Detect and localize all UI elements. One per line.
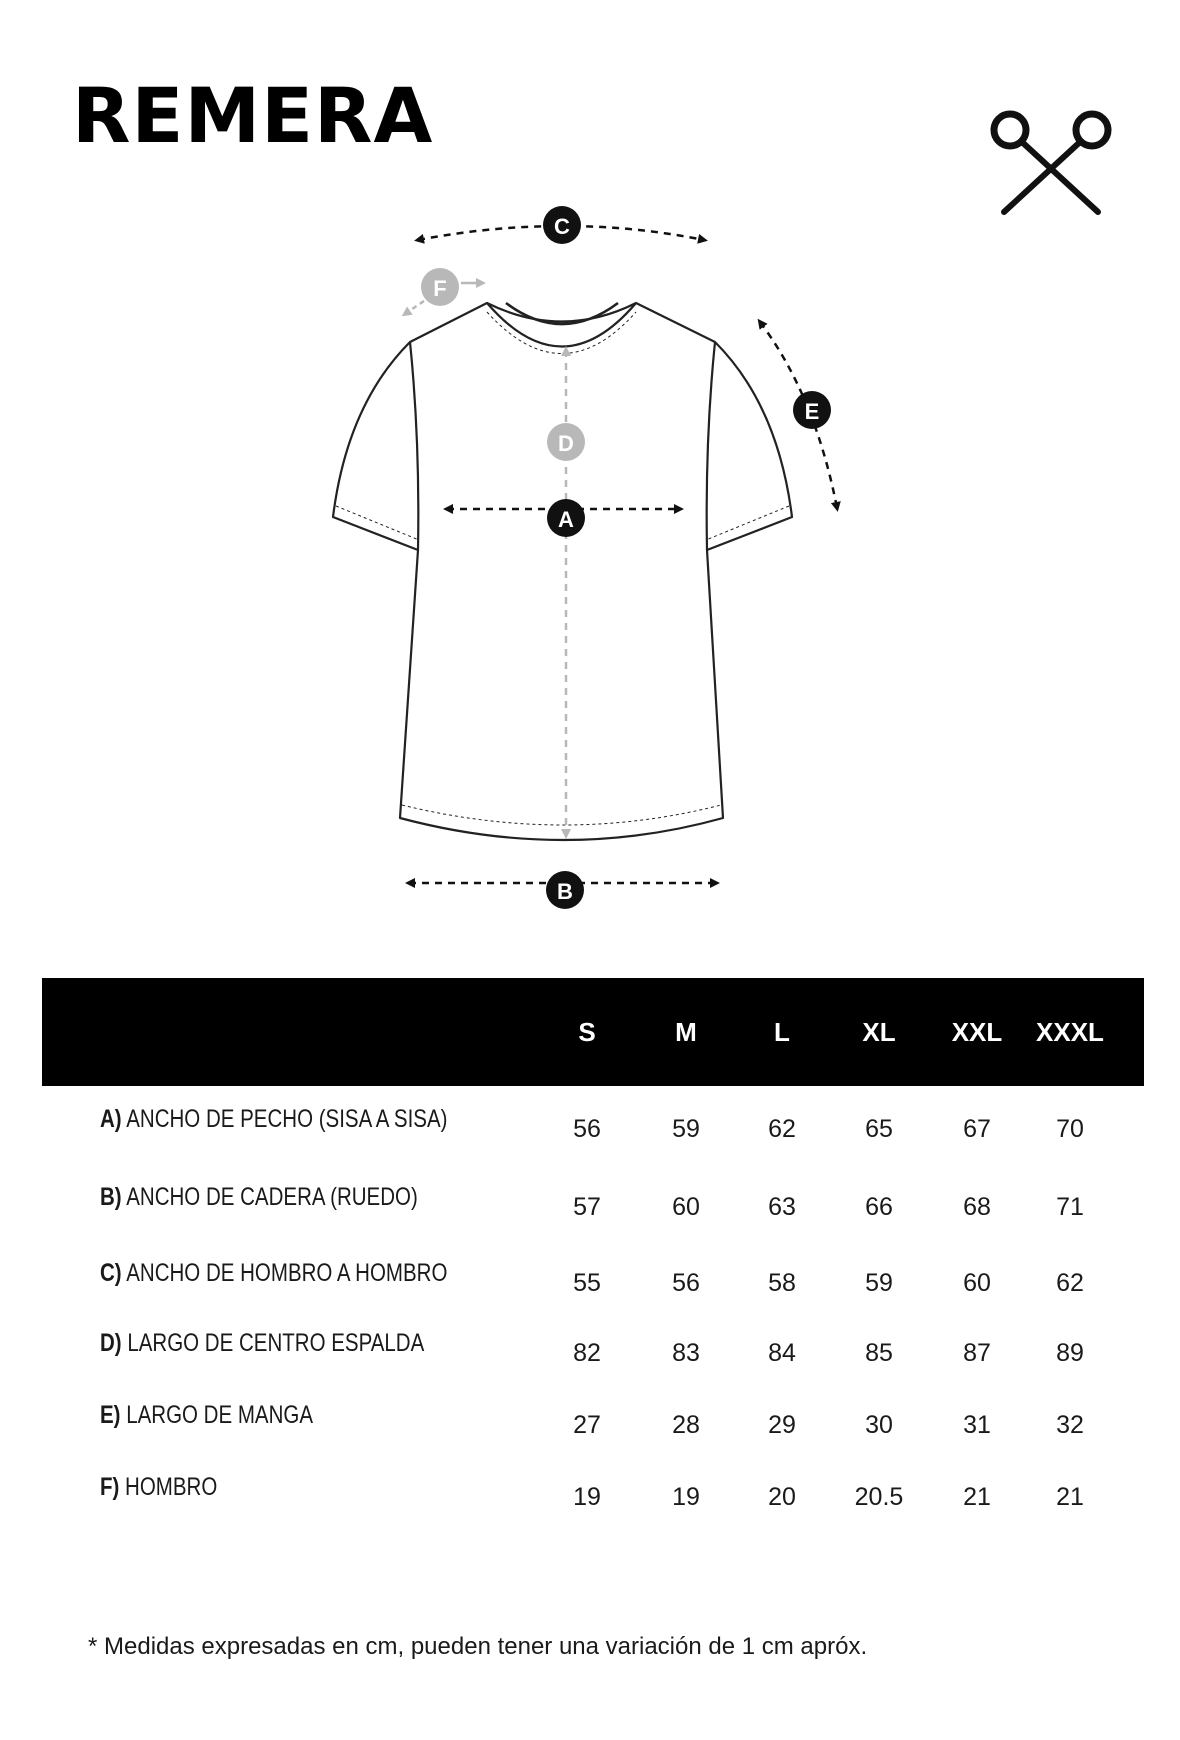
size-header-xxl: XXL <box>951 1017 1003 1047</box>
table-cell: 68 <box>963 1193 991 1221</box>
marker-d-label: D <box>558 431 574 456</box>
row-letter: F) <box>100 1473 120 1501</box>
row-label <box>100 1105 447 1134</box>
table-cell: 56 <box>672 1269 700 1297</box>
table-cell: 84 <box>768 1339 796 1367</box>
table-cell: 59 <box>865 1269 893 1297</box>
table-row <box>0 1401 1180 1451</box>
marker-c <box>543 206 581 244</box>
table-cell: 63 <box>768 1193 796 1221</box>
table-cell: 20 <box>768 1483 796 1511</box>
table-cell: 20.5 <box>854 1483 904 1511</box>
table-cell: 29 <box>768 1411 796 1439</box>
size-header-xxxl: XXXL <box>1036 1017 1104 1047</box>
table-cell: 60 <box>672 1193 700 1221</box>
marker-b-label: B <box>557 879 573 904</box>
marker-e <box>793 391 831 429</box>
table-cell: 70 <box>1056 1115 1084 1143</box>
row-label-text: ANCHO DE HOMBRO A HOMBRO <box>126 1259 448 1287</box>
table-cell: 71 <box>1056 1193 1084 1221</box>
table-cell: 62 <box>768 1115 796 1143</box>
table-cell: 85 <box>865 1339 893 1367</box>
table-cell: 62 <box>1056 1269 1084 1297</box>
marker-e-label: E <box>804 399 820 424</box>
table-cell: 56 <box>573 1115 601 1143</box>
table-row <box>0 1183 1180 1233</box>
row-label-text: LARGO DE CENTRO ESPALDA <box>127 1329 425 1357</box>
table-cell: 87 <box>963 1339 991 1367</box>
table-row <box>0 1105 1180 1155</box>
page-title: REMERA <box>72 71 434 160</box>
table-cell: 65 <box>865 1115 893 1143</box>
row-letter: E) <box>100 1401 121 1429</box>
table-cell: 57 <box>573 1193 601 1221</box>
marker-c-label: C <box>554 214 570 239</box>
table-cell: 19 <box>573 1483 601 1511</box>
row-label-text: ANCHO DE PECHO (SISA A SISA) <box>126 1105 448 1133</box>
table-row <box>0 1473 1180 1523</box>
row-letter: D) <box>100 1329 122 1357</box>
row-letter: C) <box>100 1259 122 1287</box>
size-header-s: S <box>578 1017 596 1047</box>
marker-b <box>546 871 584 909</box>
marker-d <box>547 423 585 461</box>
table-cell: 21 <box>1056 1483 1084 1511</box>
marker-a-label: A <box>558 507 574 532</box>
row-letter: A) <box>100 1105 122 1133</box>
row-label-text: HOMBRO <box>125 1473 218 1501</box>
table-cell: 31 <box>963 1411 991 1439</box>
table-cell: 27 <box>573 1411 601 1439</box>
table-cell: 30 <box>865 1411 893 1439</box>
row-label <box>100 1401 313 1430</box>
table-cell: 32 <box>1056 1411 1084 1439</box>
size-table-header <box>42 978 1144 1086</box>
table-cell: 21 <box>963 1483 991 1511</box>
size-header-m: M <box>675 1017 697 1047</box>
size-header-xl: XL <box>862 1017 896 1047</box>
table-cell: 89 <box>1056 1339 1084 1367</box>
table-cell: 59 <box>672 1115 700 1143</box>
table-row <box>0 1259 1180 1309</box>
table-cell: 66 <box>865 1193 893 1221</box>
table-cell: 58 <box>768 1269 796 1297</box>
table-cell: 60 <box>963 1269 991 1297</box>
table-cell: 28 <box>672 1411 700 1439</box>
row-label-text: LARGO DE MANGA <box>126 1401 314 1429</box>
table-row <box>0 1329 1180 1379</box>
table-cell: 67 <box>963 1115 991 1143</box>
table-cell: 82 <box>573 1339 601 1367</box>
marker-f <box>421 268 459 306</box>
row-label-text: ANCHO DE CADERA (RUEDO) <box>126 1183 418 1211</box>
row-label <box>100 1473 217 1502</box>
row-label <box>100 1329 424 1358</box>
tshirt-icon <box>333 303 792 840</box>
table-cell: 19 <box>672 1483 700 1511</box>
row-letter: B) <box>100 1183 122 1211</box>
footnote: * Medidas expresadas en cm, pueden tener una variación de 1 cm apróx. <box>88 1633 868 1660</box>
table-cell: 55 <box>573 1269 601 1297</box>
row-label <box>100 1183 418 1212</box>
marker-a <box>547 499 585 537</box>
marker-f-label: F <box>433 276 447 301</box>
size-header-l: L <box>774 1017 790 1047</box>
table-cell: 83 <box>672 1339 700 1367</box>
row-label <box>100 1259 447 1288</box>
